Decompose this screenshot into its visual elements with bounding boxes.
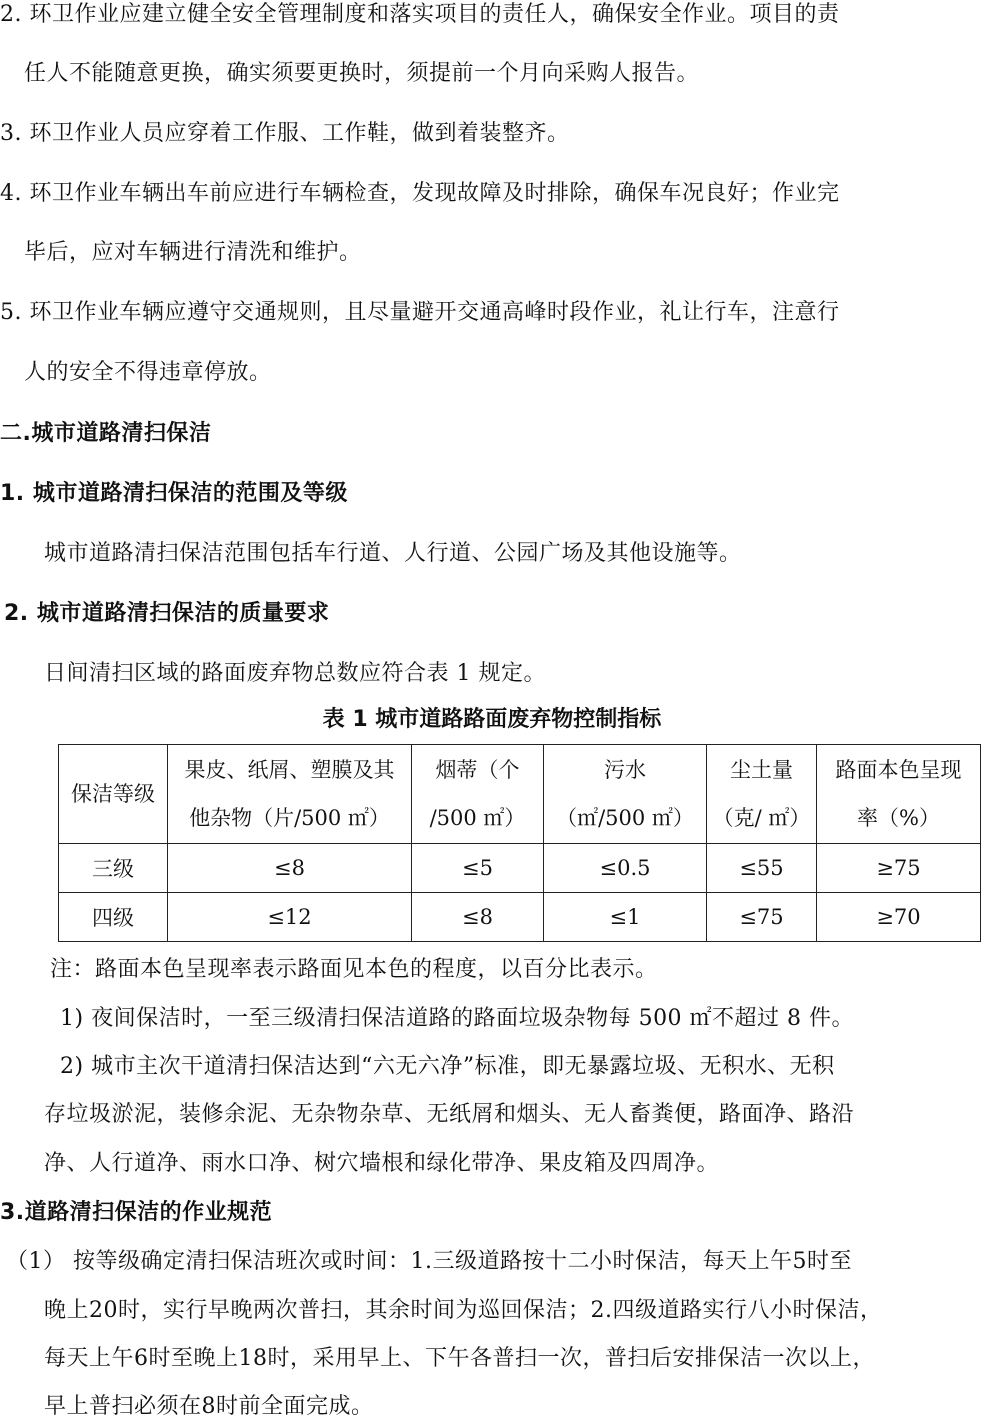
note-item-1: 1) 夜间保洁时，一至三级清扫保洁道路的路面垃圾杂物每 500 ㎡不超过 8 件。 (60, 1006, 855, 1031)
note-item-2-line-1: 2) 城市主次干道清扫保洁达到“六无六净”标准，即无暴露垃圾、无积水、无积 (60, 1054, 835, 1079)
table-cell: ≥75 (817, 844, 981, 893)
subheading-3: 3.道路清扫保洁的作业规范 (0, 1200, 273, 1225)
header-sewage: 污水 （㎡/500 ㎡） (544, 745, 707, 844)
table-cell: ≤5 (412, 844, 544, 893)
table-cell: 三级 (59, 844, 168, 893)
table-header-row (59, 745, 981, 844)
note-item-2-line-2: 存垃圾淤泥，装修余泥、无杂物杂草、无纸屑和烟头、无人畜粪便，路面净、路沿 (44, 1102, 855, 1127)
header-surface-rate: 路面本色呈现 率（%） (817, 745, 981, 844)
table-row (59, 844, 981, 893)
table-cell: ≤55 (707, 844, 817, 893)
table-cell: ≤8 (168, 844, 412, 893)
paragraph-scope: 城市道路清扫保洁范围包括车行道、人行道、公园广场及其他设施等。 (44, 541, 742, 566)
note-item-2-line-3: 净、人行道净、雨水口净、树穴墙根和绿化带净、果皮箱及四周净。 (44, 1151, 720, 1176)
table-cell: ≤0.5 (544, 844, 707, 893)
table-cell: ≤8 (412, 893, 544, 942)
paragraph-3: 3. 环卫作业人员应穿着工作服、工作鞋，做到着装整齐。 (0, 121, 570, 146)
rule-1-line-2: 晚上20时，实行早晚两次普扫，其余时间为巡回保洁；2.四级道路实行八小时保洁， (44, 1298, 883, 1323)
header-cigarette: 烟蒂（个 /500 ㎡） (412, 745, 544, 844)
table-note: 注：路面本色呈现率表示路面见本色的程度，以百分比表示。 (50, 957, 658, 982)
paragraph-table-intro: 日间清扫区域的路面废弃物总数应符合表 1 规定。 (44, 661, 546, 686)
header-grade: 保洁等级 (59, 745, 168, 844)
header-dust: 尘土量 （克/ ㎡） (707, 745, 817, 844)
paragraph-2-line-1: 2. 环卫作业应建立健全安全管理制度和落实项目的责任人，确保安全作业。项目的责 (0, 2, 840, 27)
paragraph-4-line-1: 4. 环卫作业车辆出车前应进行车辆检查，发现故障及时排除，确保车况良好；作业完 (0, 181, 840, 206)
paragraph-5-line-1: 5. 环卫作业车辆应遵守交通规则，且尽量避开交通高峰时段作业，礼让行车，注意行 (0, 300, 840, 325)
table-caption: 表 1 城市道路路面废弃物控制指标 (322, 707, 662, 732)
paragraph-4-line-2: 毕后，应对车辆进行清洗和维护。 (24, 240, 362, 265)
table-row (59, 893, 981, 942)
rule-1-line-3: 每天上午6时至晚上18时，采用早上、下午各普扫一次，普扫后安排保洁一次以上， (44, 1346, 875, 1371)
table-cell: ≤1 (544, 893, 707, 942)
header-litter: 果皮、纸屑、塑膜及其 他杂物（片/500 ㎡） (168, 745, 412, 844)
table-cell: ≤12 (168, 893, 412, 942)
table-cell: ≥70 (817, 893, 981, 942)
subheading-2-1: 1. 城市道路清扫保洁的范围及等级 (0, 481, 348, 506)
rule-1-line-1: （1） 按等级确定清扫保洁班次或时间：1.三级道路按十二小时保洁，每天上午5时至 (6, 1249, 852, 1274)
table-cell: 四级 (59, 893, 168, 942)
paragraph-2-line-2: 任人不能随意更换，确实须要更换时，须提前一个月向采购人报告。 (24, 61, 700, 86)
rule-1-line-4: 早上普扫必须在8时前全面完成。 (44, 1394, 374, 1419)
paragraph-5-line-2: 人的安全不得违章停放。 (24, 360, 272, 385)
table-cell: ≤75 (707, 893, 817, 942)
waste-control-table (58, 744, 981, 942)
subheading-2-2: 2. 城市道路清扫保洁的质量要求 (4, 601, 330, 626)
section-heading-2: 二.城市道路清扫保洁 (0, 421, 212, 446)
